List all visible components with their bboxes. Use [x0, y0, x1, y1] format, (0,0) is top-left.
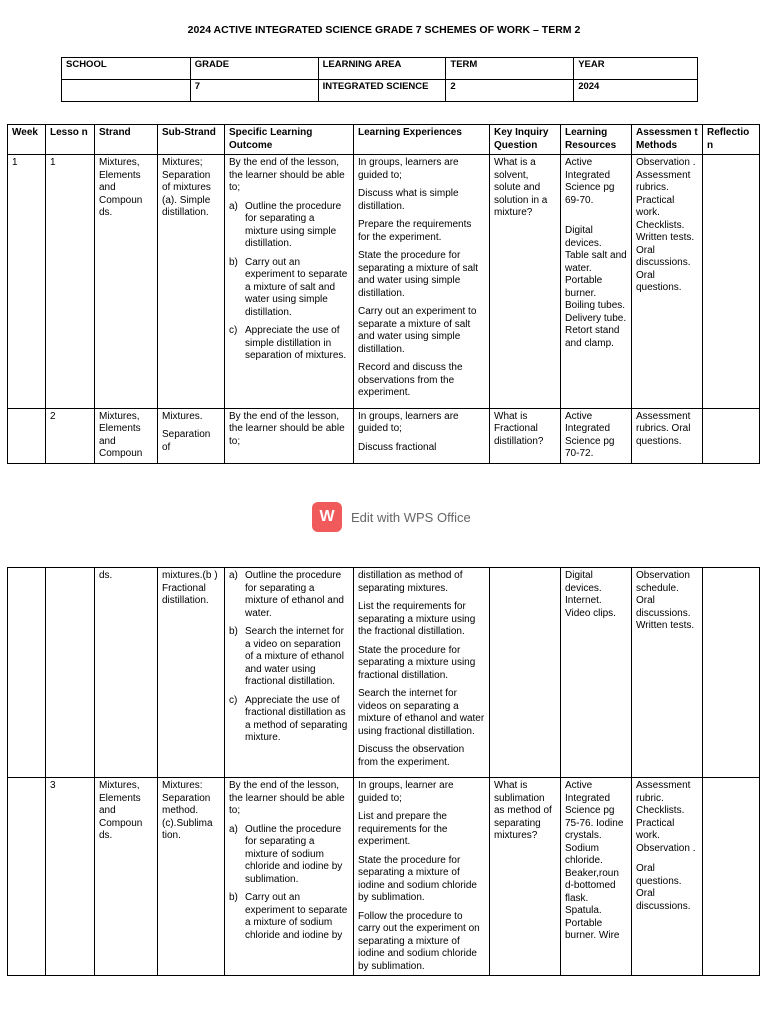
experience-item: Record and discuss the observations from the experiment. [358, 362, 463, 398]
experience-item: Follow the procedure to carry out the experiment on separating a mixture of iodine and sodium chloride by sublimation. [358, 910, 480, 972]
strand-cell: Mixtures, Elements and Compoun ds. [95, 778, 158, 976]
list-item: c) Appreciate the use of fractional distillation as a method of separating mixture. [229, 694, 348, 743]
col-header-strand: Strand [95, 125, 158, 155]
assessment-text: Assessment rubric. Checklists. Practical work. Observation . [636, 780, 696, 854]
sub-strand-cell: mixtures.(b ) Fractional distillation. [158, 568, 225, 778]
table-row [8, 778, 760, 976]
info-header-year: YEAR [574, 58, 698, 80]
strand-cell: Mixtures, Elements and Compoun ds. [95, 155, 158, 409]
outcome-cell [225, 778, 354, 976]
sub-strand-cell: Mixtures: Separation method. (c).Sublima tion. [158, 778, 225, 976]
assessment-cell: Observation . Assessment rubrics. Practical work. Checklists. Written tests. Oral discussions. Oral questions. [632, 155, 703, 409]
outcome-intro: By the end of the lesson, the learner should be able to; [229, 780, 345, 816]
table-row [8, 155, 760, 409]
experience-item: Discuss the observation from the experiment. [358, 744, 465, 768]
experience-item: List and prepare the requirements for the experiment. [358, 811, 448, 847]
experience-item: List the requirements for separating a mixture using the fractional distillation. [358, 601, 476, 637]
assessment-cell [632, 778, 703, 976]
wps-watermark[interactable] [312, 502, 471, 532]
outcome-cell [225, 155, 354, 409]
table-row [8, 568, 760, 778]
resources-text: Active Integrated Science pg 69-70. [565, 157, 615, 206]
sub-strand-cell: Mixtures; Separation of mixtures (a). Simple distillation. [158, 155, 225, 409]
reflection-cell [703, 778, 760, 976]
assessment-text: Oral questions. Oral discussions. [636, 863, 691, 912]
col-header-week: Week [8, 125, 46, 155]
experience-item: Discuss fractional [358, 441, 437, 453]
column-header-row [8, 125, 760, 155]
sub-strand-text: Mixtures. [162, 410, 203, 422]
col-header-experiences: Learning Experiences [354, 125, 490, 155]
lesson-cell: 2 [46, 408, 95, 463]
col-header-lesson: Lesso n [46, 125, 95, 155]
info-header-school: SCHOOL [62, 58, 191, 80]
resources-cell: Active Integrated Science pg 75-76. Iodine crystals. Sodium chloride. Beaker,roun d-bottomed flask. Spatula. Portable burner. Wire [561, 778, 632, 976]
info-value-learning-area: INTEGRATED SCIENCE [318, 80, 446, 102]
resources-text: Digital devices. Table salt and water. Portable burner. Boiling tubes. Delivery tube. Retort stand and clamp. [565, 225, 627, 349]
outcome-list [229, 201, 349, 363]
experiences-cell [354, 408, 490, 463]
table-row [8, 408, 760, 463]
experience-item: State the procedure for separating a mixture of iodine and sodium chloride by sublimation. [358, 854, 477, 903]
school-info-table [61, 57, 698, 102]
outcome-intro: By the end of the lesson, the learner should be able to; [229, 157, 345, 193]
week-cell: 1 [8, 155, 46, 409]
info-value-year: 2024 [574, 80, 698, 102]
info-value-term: 2 [446, 80, 574, 102]
experiences-cell [354, 155, 490, 409]
list-item: a) Outline the procedure for separating a mixture of sodium chloride and iodine by sublimation. [229, 823, 343, 885]
inquiry-question-cell: What is a solvent, solute and solution in a mixture? [490, 155, 561, 409]
info-header-grade: GRADE [190, 58, 318, 80]
experience-item: In groups, learners are guided to; [358, 410, 459, 434]
list-item: c) Appreciate the use of simple distillation in separation of mixtures. [229, 325, 347, 361]
outcome-cell [225, 568, 354, 778]
experience-item: Discuss what is simple distillation. [358, 188, 459, 212]
info-value-row [62, 80, 698, 102]
info-value-grade: 7 [190, 80, 318, 102]
reflection-cell [703, 408, 760, 463]
inquiry-question-cell: What is Fractional distillation? [490, 408, 561, 463]
experience-item: In groups, learner are guided to; [358, 780, 454, 804]
col-header-sub-strand: Sub-Strand [158, 125, 225, 155]
experience-item: Carry out an experiment to separate a mixture of salt and water using simple distillation. [358, 306, 477, 355]
scheme-table-page-1 [7, 124, 760, 464]
col-header-reflection: Reflectio n [703, 125, 760, 155]
col-header-inquiry-question: Key Inquiry Question [490, 125, 561, 155]
document-title: 2024 ACTIVE INTEGRATED SCIENCE GRADE 7 SCHEMES OF WORK – TERM 2 [187, 24, 581, 36]
outcome-list [229, 570, 349, 745]
experience-item: State the procedure for separating a mixture of salt and water using simple distillation. [358, 250, 479, 299]
resources-cell [561, 155, 632, 409]
lesson-cell [46, 568, 95, 778]
experience-item: Search the internet for videos on separating a mixture of ethanol and water using fractional distillation. [358, 688, 485, 737]
resources-cell: Active Integrated Science pg 70-72. [561, 408, 632, 463]
outcome-list [229, 824, 349, 943]
wps-label: Edit with WPS Office [351, 509, 471, 525]
strand-cell: Mixtures, Elements and Compoun [95, 408, 158, 463]
sub-strand-text: Separation of [162, 429, 211, 453]
list-item: b) Carry out an experiment to separate a mixture of sodium chloride and iodine by [229, 892, 348, 941]
scheme-table-page-2 [7, 567, 760, 976]
week-cell [8, 408, 46, 463]
outcome-cell: By the end of the lesson, the learner should be able to; [225, 408, 354, 463]
assessment-cell: Assessment rubrics. Oral questions. [632, 408, 703, 463]
inquiry-question-cell [490, 568, 561, 778]
info-header-row [62, 58, 698, 80]
lesson-cell: 3 [46, 778, 95, 976]
reflection-cell [703, 568, 760, 778]
col-header-outcome: Specific Learning Outcome [225, 125, 354, 155]
info-header-learning-area: LEARNING AREA [318, 58, 446, 80]
wps-logo-icon: W [312, 502, 342, 532]
col-header-resources: Learning Resources [561, 125, 632, 155]
reflection-cell [703, 155, 760, 409]
week-cell [8, 568, 46, 778]
experience-item: distillation as method of separating mixtures. [358, 570, 463, 594]
list-item: a) Outline the procedure for separating a mixture of ethanol and water. [229, 570, 344, 619]
strand-cell: ds. [95, 568, 158, 778]
list-item: b) Carry out an experiment to separate a mixture of salt and water using simple distillation. [229, 256, 348, 318]
experiences-cell [354, 568, 490, 778]
week-cell [8, 778, 46, 976]
info-header-term: TERM [446, 58, 574, 80]
experience-item: Prepare the requirements for the experiment. [358, 219, 472, 243]
sub-strand-cell [158, 408, 225, 463]
resources-cell: Digital devices. Internet. Video clips. [561, 568, 632, 778]
experience-item: In groups, learners are guided to; [358, 157, 459, 181]
info-value-school [62, 80, 191, 102]
list-item: a) Outline the procedure for separating a mixture using simple distillation. [229, 200, 342, 249]
lesson-cell: 1 [46, 155, 95, 409]
inquiry-question-cell: What is sublimation as method of separating mixtures? [490, 778, 561, 976]
list-item: b) Search the internet for a video on separation of a mixture of ethanol and water using fractional distillation. [229, 626, 344, 687]
experiences-cell [354, 778, 490, 976]
assessment-cell: Observation schedule. Oral discussions. Written tests. [632, 568, 703, 778]
experience-item: State the procedure for separating a mixture using fractional distillation. [358, 644, 476, 681]
col-header-assessment: Assessmen t Methods [632, 125, 703, 155]
